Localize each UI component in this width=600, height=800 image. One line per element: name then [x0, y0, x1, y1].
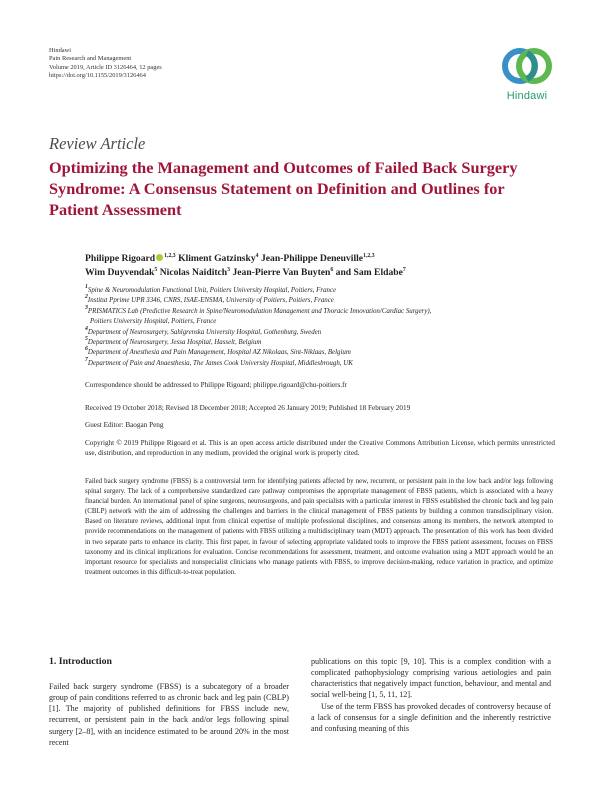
journal-name: Pain Research and Management [49, 55, 132, 63]
affiliation-item [85, 304, 555, 317]
body-paragraph: Failed back surgery syndrome (FBSS) is a subcategory of a broader group of pain conditions referred to as chronic back and leg pain (CBLP) [1]. The majority of published definitions for FBSS include new, recurrent, or persistent pain in the back and/or legs following spinal surgery [2–8], with an incidence estimated to be around 20% in the most recent [49, 682, 289, 747]
affiliation-text: PRISMATICS Lab (Predictive Research in Spine/Neuromodulation Management and Thoracic Innovation/Cardiac Surgery), [87, 307, 432, 315]
affiliation-text: Department of Neurosurgery, Jessa Hospital, Hasselt, Belgium [87, 339, 262, 347]
affiliation-list [85, 286, 555, 369]
author-affil-sup: 5 [154, 267, 158, 273]
affiliation-item [85, 356, 555, 369]
affiliation-item [85, 286, 555, 296]
affiliation-continuation: Poitiers University Hospital, Poitiers, France [90, 318, 217, 326]
publication-dates: Received 19 October 2018; Revised 18 December 2018; Accepted 26 January 2019; Published 18 February 2019 [85, 404, 411, 412]
affiliation-sup: 6 [85, 346, 88, 353]
affiliation-text: Department of Pain and Anaesthesia, The James Cook University Hospital, Middlesbrough, UK [87, 359, 353, 367]
affiliation-sup: 1 [85, 284, 88, 290]
article-title: Optimizing the Management and Outcomes of Failed Back Surgery Syndrome: A Consensus Statement on Definition and Outlines for Patient Assessment [49, 158, 518, 219]
author-name: Kliment Gatzinsky [178, 253, 256, 264]
author-affil-sup: 4 [255, 253, 259, 259]
affiliation-item [85, 348, 555, 358]
author-affil-sup: 1,2,3 [363, 253, 375, 259]
affiliation-text: Department of Anesthesia and Pain Management, Hospital AZ Nikolaas, Sint-Niklaas, Belgium [87, 349, 351, 357]
doi-link[interactable]: https://doi.org/10.1155/2019/3126464 [49, 71, 146, 79]
author-name: Jean-Pierre Van Buyten [232, 267, 331, 278]
affiliation-item [85, 296, 555, 306]
orcid-icon[interactable] [156, 254, 163, 261]
affiliation-sup: 2 [85, 294, 88, 301]
affiliation-item [85, 325, 555, 338]
affiliation-item [85, 338, 555, 348]
hindawi-logo-icon [497, 44, 557, 90]
affiliation-text: Institut Pprime UPR 3346, CNRS, ISAE-ENSMA, University of Poitiers, Poitiers, France [87, 297, 334, 305]
author-affil-sup: 6 [330, 267, 334, 273]
affiliation-sup: 3 [85, 304, 88, 311]
body-column-left [49, 681, 289, 748]
author-list: Philippe Rigoard $^{1,2,3}$ Kliment Gatzinsky$^4$ Jean-Philippe Deneuville$^{1,2,3}$ Wim Duyvendak$^5$ Nicolas Naiditch$^3$ Jean-Pierre Van Buyten$^6$ and Sam Eldabe$^7$ [85, 253, 406, 278]
author-affil-sup: 3 [227, 267, 231, 273]
publisher-name: Hindawi [49, 47, 72, 54]
author-affil-sup: 1,2,3 [164, 253, 176, 259]
hindawi-logo-text: Hindawi [506, 90, 548, 102]
author-name: Nicolas Naiditch [159, 267, 228, 278]
body-column-right [311, 656, 551, 734]
correspondence: Correspondence should be addressed to Philippe Rigoard; philippe.rigoard@chu-poitiers.fr [85, 381, 347, 389]
affiliation-text: Spine & Neuromodulation Functional Unit, Poitiers University Hospital, Poitiers, France [87, 287, 337, 294]
author-name: Sam Eldabe [353, 267, 403, 278]
section-title: 1. Introduction [49, 656, 112, 667]
author-name: Philippe Rigoard [85, 253, 156, 264]
affiliation-sup: 4 [85, 325, 88, 332]
journal-header [49, 47, 162, 80]
affiliation-sup: 7 [85, 356, 88, 363]
article-type: Review Article [49, 134, 146, 153]
volume-info: Volume 2019, Article ID 3126464, 12 pages [49, 63, 162, 71]
author-name: Wim Duyvendak [85, 267, 155, 278]
abstract: Failed back surgery syndrome (FBSS) is a controversial term for identifying patients affected by new, recurrent, or persistent pain in the low back and/or legs following spinal surgery. The lack of a comprehensive standardized care pathway compromises the appropriate management of FBSS patients, which is associated with a heavy financial burden. An international panel of spine surgeons, neurosurgeons, and pain specialists with a particular interest in FBSS established the chronic back and leg pain (CBLP) network with the aim of addressing the challenges and barriers in the clinical management of FBSS patients by building a common transdisciplinary vision. Based on literature reviews, additional input from clinical expertise of multiple professional disciplines, and consensus among its members, the network attempted to provide recommendations on the management of patients with FBSS utilizing a multidisciplinary team (MDT) approach. The presentation of this work has been divided in two separate parts to enhance its clarity. This first paper, in favour of selecting appropriate validated tools to improve the FBSS patient assessment, focuses on FBSS taxonomy and its clinical implications for evaluation. Concise recommendations for assessment, treatment, and outcome evaluation using a MDT approach would be an important resource for specialists and nonspecialist clinicians who manage patients with FBSS, to improve decision-making, reduce variation in practice, and optimize treatment outcomes in this difficult-to-treat population. [85, 478, 553, 576]
affiliation-sup: 5 [85, 336, 88, 343]
author-name: Jean-Philippe Deneuville [260, 253, 364, 264]
copyright-notice: Copyright © 2019 Philippe Rigoard et al. This is an open access article distributed under the Creative Commons Attribution License, which permits unrestricted use, distribution, and reproduction in any medium, provided the original work is properly cited. [85, 439, 555, 457]
author-affil-sup: 7 [402, 267, 406, 273]
body-paragraph: publications on this topic [9, 10]. This is a complex condition with a complicated pathophysiology comprising various aetiologies and pain characteristics that negatively impact function, behaviour, and mental and social well-being [1, 5, 11, 12]. [311, 657, 551, 700]
guest-editor: Guest Editor: Baogan Peng [85, 421, 164, 429]
hindawi-logo [497, 44, 557, 110]
body-paragraph: Use of the term FBSS has provoked decades of controversy because of a lack of consensus for a single definition and the inherently restrictive and confusing meaning of this [311, 701, 551, 733]
affiliation-text: Department of Neurosurgery, Sahlgrenska University Hospital, Gothenburg, Sweden [87, 328, 322, 336]
